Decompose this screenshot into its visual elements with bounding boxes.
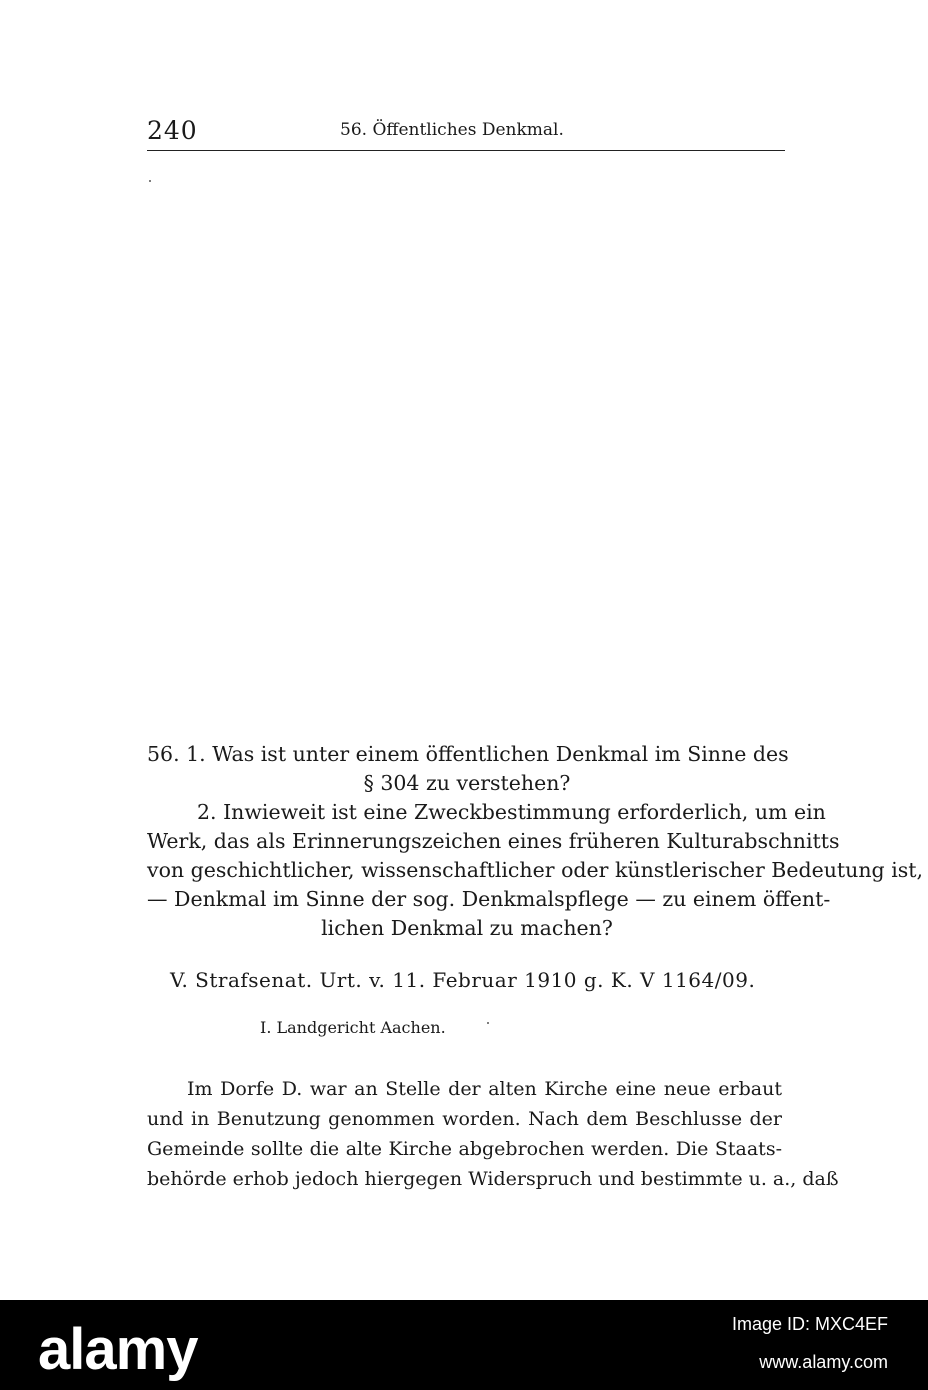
headnote-line: — Denkmal im Sinne der sog. Denkmalspflege — zu einem öffent- bbox=[147, 887, 831, 911]
print-speck bbox=[149, 180, 151, 182]
alamy-logo: alamy bbox=[38, 1317, 198, 1382]
headnote-line: Werk, das als Erinnerungszeichen eines früheren Kulturabschnitts bbox=[147, 829, 840, 853]
headnote-line: § 304 zu verstehen? bbox=[363, 771, 571, 795]
decision-citation: V. Strafsenat. Urt. v. 11. Februar 1910 g. K. V 1164/09. bbox=[170, 968, 756, 992]
watermark-banner bbox=[0, 1300, 928, 1390]
headnote bbox=[147, 740, 924, 943]
page-number: 240 bbox=[147, 116, 198, 145]
body-line: behörde erhob jedoch hiergegen Widerspruch und bestimmte u. a., daß bbox=[147, 1168, 839, 1190]
headnote-line: 56. 1. Was ist unter einem öffentlichen Denkmal im Sinne des bbox=[147, 742, 789, 766]
site-url: www.alamy.com bbox=[759, 1352, 888, 1372]
body-line: und in Benutzung genommen worden. Nach dem Beschlusse der bbox=[147, 1108, 782, 1130]
print-speck bbox=[487, 1022, 489, 1024]
headnote-line: lichen Denkmal zu machen? bbox=[321, 916, 613, 940]
running-head: 56. Öffentliches Denkmal. bbox=[340, 120, 564, 140]
header-rule bbox=[147, 150, 785, 151]
headnote-line: 2. Inwieweit ist eine Zweckbestimmung erforderlich, um ein bbox=[197, 800, 826, 824]
headnote-line: von geschichtlicher, wissenschaftlicher oder künstlerischer Bedeutung ist, bbox=[147, 858, 924, 882]
lower-court: I. Landgericht Aachen. bbox=[260, 1018, 446, 1037]
body-text bbox=[147, 1074, 839, 1194]
body-line: Im Dorfe D. war an Stelle der alten Kirche eine neue erbaut bbox=[187, 1078, 782, 1100]
body-line: Gemeinde sollte die alte Kirche abgebrochen werden. Die Staats- bbox=[147, 1138, 782, 1160]
image-id: Image ID: MXC4EF bbox=[731, 1314, 888, 1334]
